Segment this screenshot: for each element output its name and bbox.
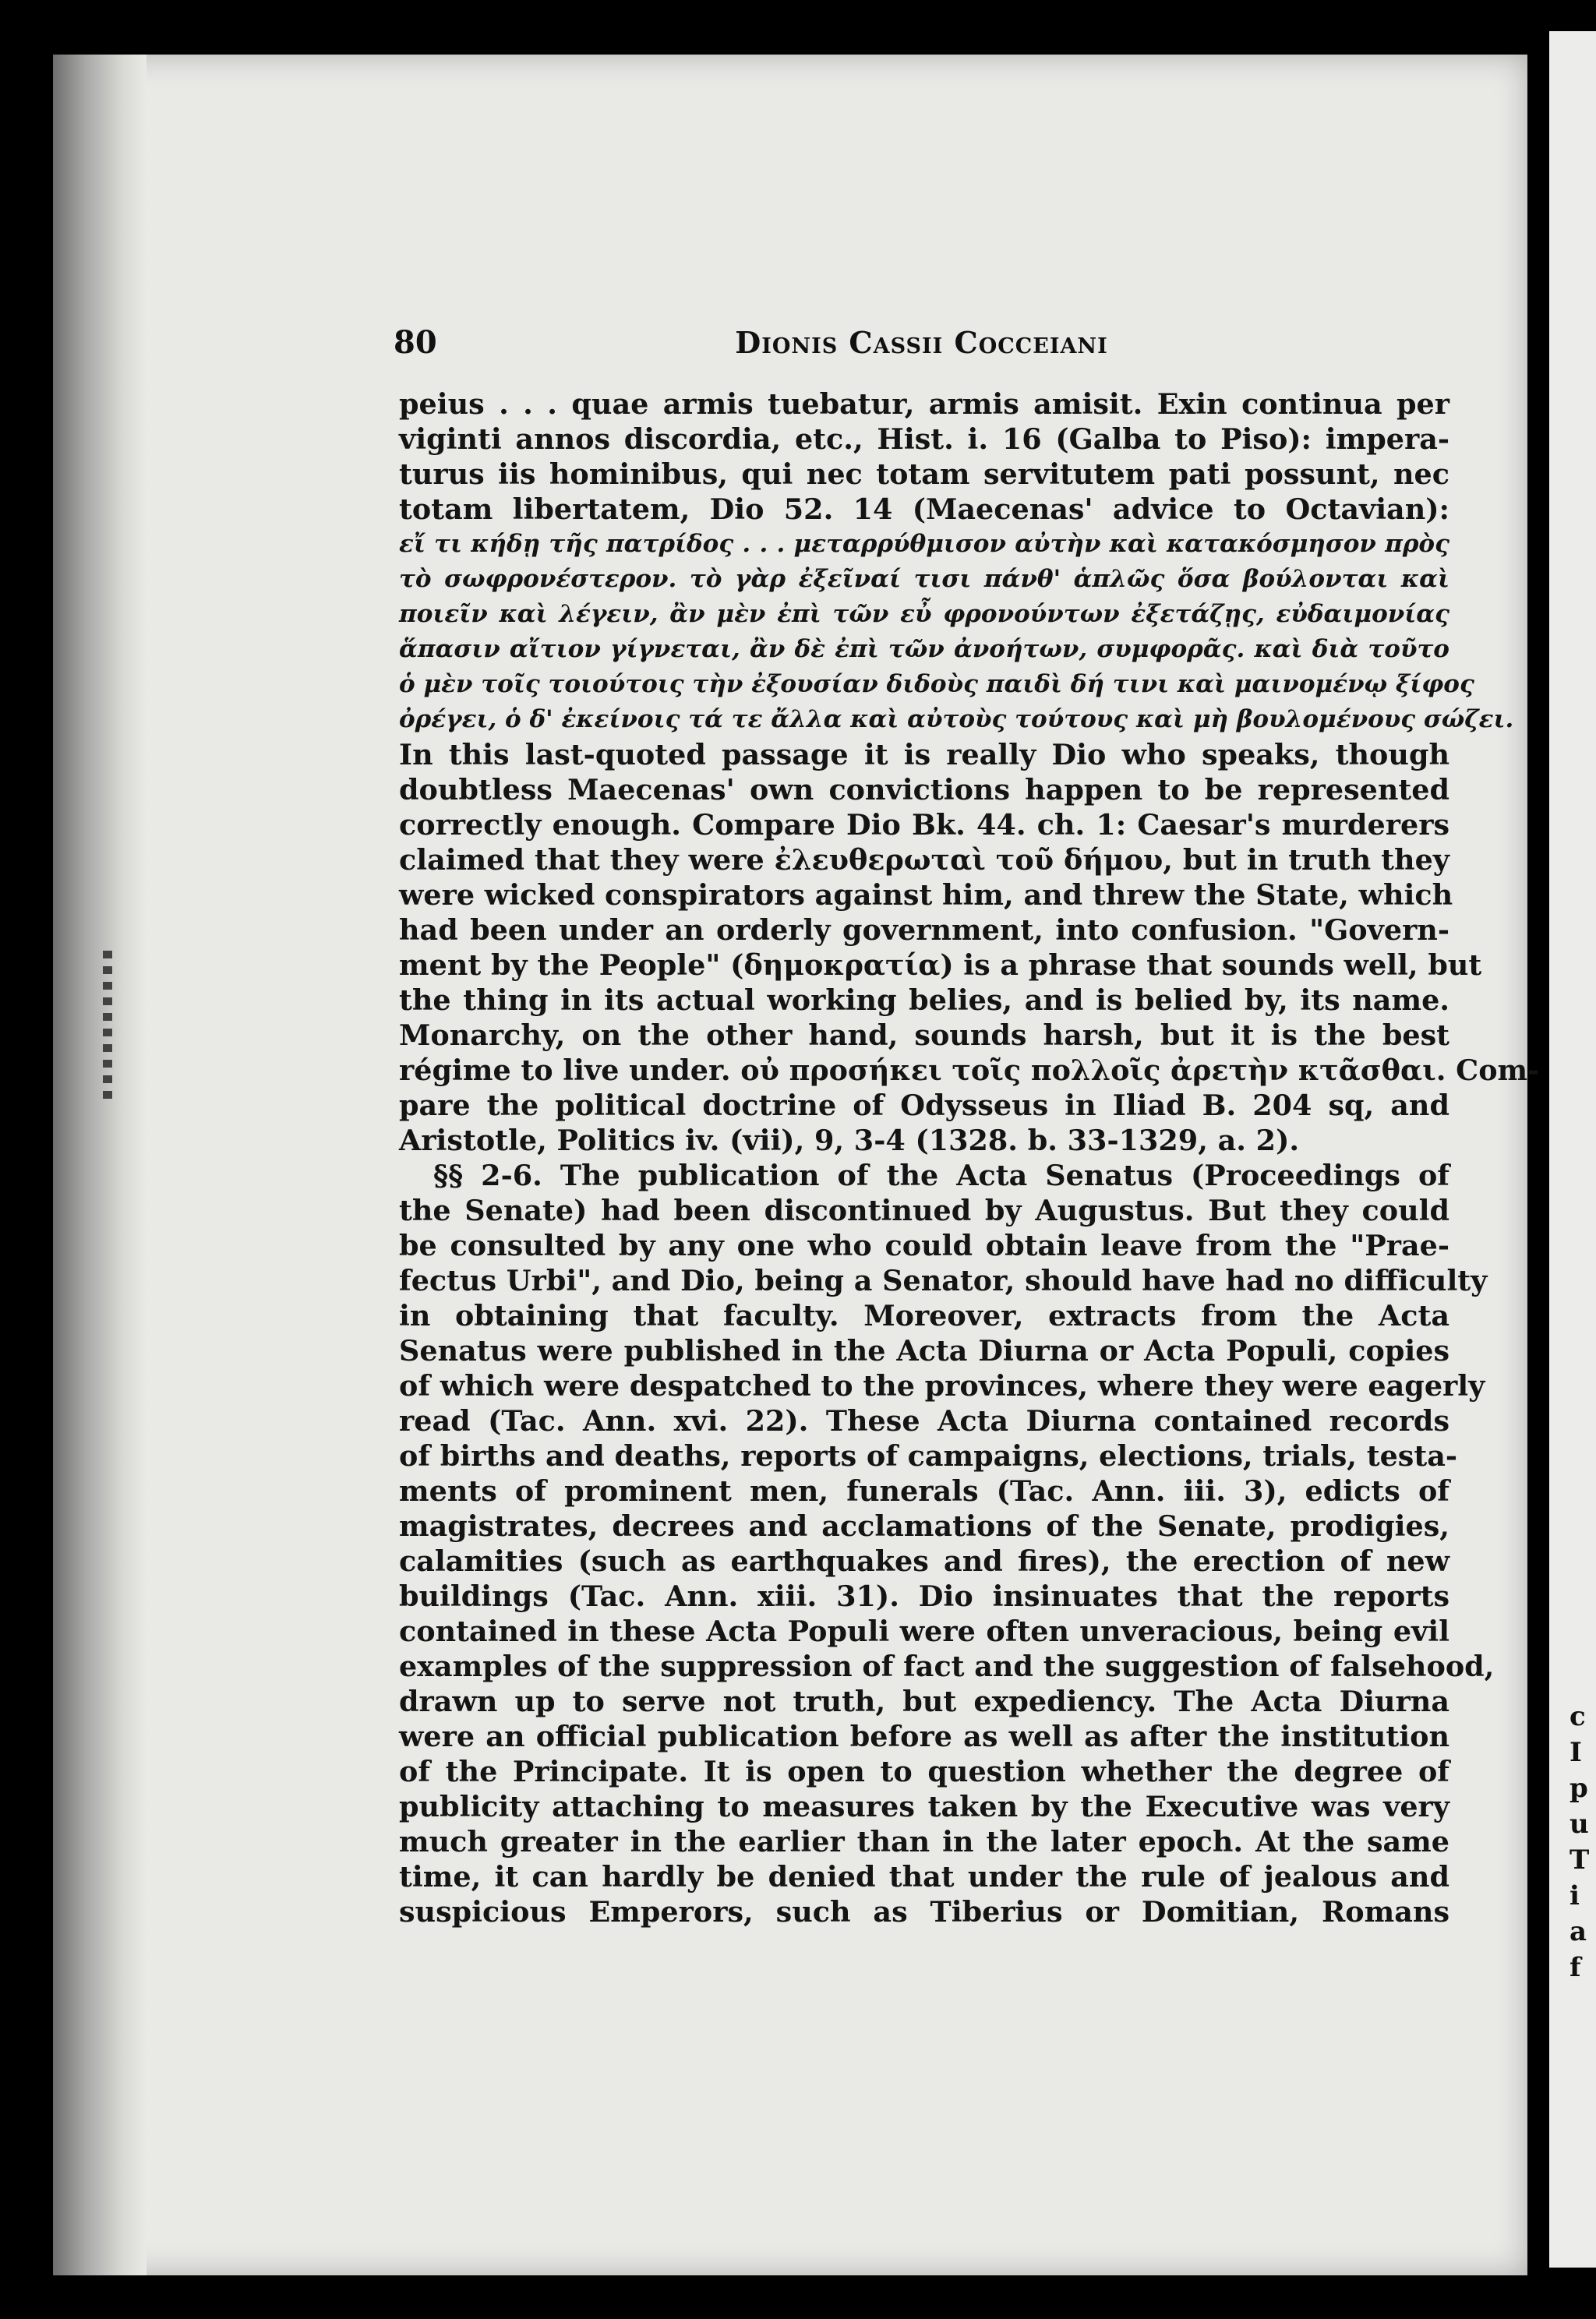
text-line: ἅπασιν αἴτιον γίγνεται, ἂν δὲ ἐπὶ τῶν ἀνοήτων, συμφορᾶς. καὶ διὰ τοῦτο bbox=[399, 635, 1449, 663]
text-line: calamities (such as earthquakes and fires), the erection of new bbox=[399, 1544, 1449, 1578]
facing-page-letter: c bbox=[1570, 1701, 1586, 1732]
running-title: Dionis Cassii Cocceiani bbox=[735, 325, 1108, 360]
text-line: correctly enough. Compare Dio Bk. 44. ch. 1: Caesar's murderers bbox=[399, 808, 1449, 842]
text-line: of the Principate. It is open to question whether the degree of bbox=[399, 1755, 1449, 1788]
facing-page-letter: f bbox=[1570, 1952, 1581, 1983]
page-header bbox=[394, 319, 1449, 366]
text-line: suspicious Emperors, such as Tiberius or Domitian, Romans bbox=[399, 1895, 1449, 1929]
spine-marks bbox=[103, 951, 112, 1107]
text-line: ments of prominent men, funerals (Tac. Ann. iii. 3), edicts of bbox=[399, 1474, 1449, 1508]
text-line: were wicked conspirators against him, and threw the State, which bbox=[399, 878, 1453, 912]
text-line: Senatus were published in the Acta Diurna or Acta Populi, copies bbox=[399, 1334, 1449, 1368]
text-line: the Senate) had been discontinued by Augustus. But they could bbox=[399, 1194, 1449, 1227]
facing-page-letter: u bbox=[1570, 1809, 1589, 1840]
text-line: ποιεῖν καὶ λέγειν, ἂν μὲν ἐπὶ τῶν εὖ φρονούντων ἐξετάζῃς, εὐδαιμονίας bbox=[399, 600, 1449, 628]
text-line: time, it can hardly be denied that under the rule of jealous and bbox=[399, 1860, 1449, 1894]
facing-page-fragments bbox=[1570, 1699, 1590, 1985]
text-line: τὸ σωφρονέστερον. τὸ γὰρ ἐξεῖναί τισι πάνθ' ἁπλῶς ὅσα βούλονται καὶ bbox=[399, 565, 1449, 593]
text-line: of which were despatched to the provinces, where they were eagerly bbox=[399, 1369, 1485, 1403]
text-line: §§ 2-6. The publication of the Acta Senatus (Proceedings of bbox=[433, 1159, 1449, 1192]
text-line: much greater in the earlier than in the later epoch. At the same bbox=[399, 1825, 1449, 1858]
text-line: doubtless Maecenas' own convictions happen to be represented bbox=[399, 773, 1449, 807]
text-line: totam libertatem, Dio 52. 14 (Maecenas' advice to Octavian): bbox=[399, 492, 1449, 526]
text-line: ὁ μὲν τοῖς τοιούτοις τὴν ἐξουσίαν διδοὺς παιδὶ δή τινι καὶ μαινομένῳ ξίφος bbox=[399, 670, 1474, 698]
body-text bbox=[399, 386, 1540, 1929]
text-line: ment by the People" (δημοκρατία) is a phrase that sounds well, but bbox=[399, 948, 1482, 982]
facing-page-letter: T bbox=[1570, 1844, 1590, 1876]
text-line: read (Tac. Ann. xvi. 22). These Acta Diurna contained records bbox=[399, 1404, 1449, 1438]
text-line: publicity attaching to measures taken by the Executive was very bbox=[399, 1790, 1449, 1823]
facing-page-letter: p bbox=[1570, 1773, 1588, 1804]
facing-page-letter: a bbox=[1570, 1916, 1587, 1947]
text-line: turus iis hominibus, qui nec totam servitutem pati possunt, nec bbox=[399, 457, 1449, 491]
text-line: drawn up to serve not truth, but expediency. The Acta Diurna bbox=[399, 1685, 1449, 1718]
text-line: viginti annos discordia, etc., Hist. i. 16 (Galba to Piso): impera- bbox=[399, 422, 1449, 456]
text-line: régime to live under. οὐ προσήκει τοῖς πολλοῖς ἀρετὴν κτᾶσθαι. Com- bbox=[399, 1054, 1540, 1087]
text-line: the thing in its actual working belies, and is belied by, its name. bbox=[399, 983, 1449, 1017]
text-line: were an official publication before as well as after the institution bbox=[399, 1720, 1449, 1753]
text-line: claimed that they were ἐλευθερωταὶ τοῦ δήμου, but in truth they bbox=[399, 843, 1449, 877]
text-line: εἴ τι κήδῃ τῆς πατρίδος . . . μεταρρύθμισον αὐτὴν καὶ κατακόσμησον πρὸς bbox=[399, 530, 1449, 558]
text-line: pare the political doctrine of Odysseus in Iliad B. 204 sq, and bbox=[399, 1089, 1449, 1122]
text-line: buildings (Tac. Ann. xiii. 31). Dio insinuates that the reports bbox=[399, 1580, 1449, 1613]
text-line: Aristotle, Politics iv. (vii), 9, 3-4 (1328. b. 33-1329, a. 2). bbox=[399, 1124, 1300, 1157]
text-line: examples of the suppression of fact and the suggestion of falsehood, bbox=[399, 1650, 1495, 1683]
text-line: magistrates, decrees and acclamations of the Senate, prodigies, bbox=[399, 1509, 1449, 1543]
text-line: had been under an orderly government, into confusion. "Govern- bbox=[399, 913, 1449, 947]
text-line: ὀρέγει, ὁ δ' ἐκείνοις τά τε ἄλλα καὶ αὐτοὺς τούτους καὶ μὴ βουλομένους σώζει. bbox=[399, 705, 1514, 733]
book-binding bbox=[53, 55, 147, 2275]
text-line: of births and deaths, reports of campaigns, elections, trials, testa- bbox=[399, 1439, 1458, 1473]
text-line: contained in these Acta Populi were often unveracious, being evil bbox=[399, 1615, 1449, 1648]
text-line: peius . . . quae armis tuebatur, armis amisit. Exin continua per bbox=[399, 387, 1449, 421]
facing-page-letter: I bbox=[1570, 1737, 1582, 1768]
text-line: be consulted by any one who could obtain leave from the "Prae- bbox=[399, 1229, 1449, 1262]
text-line: in obtaining that faculty. Moreover, extracts from the Acta bbox=[399, 1299, 1449, 1332]
page-number: 80 bbox=[394, 324, 437, 361]
text-line: In this last-quoted passage it is really Dio who speaks, though bbox=[399, 738, 1449, 771]
text-line: fectus Urbi", and Dio, being a Senator, should have had no difficulty bbox=[399, 1264, 1488, 1297]
facing-page-letter: i bbox=[1570, 1880, 1580, 1911]
text-line: Monarchy, on the other hand, sounds harsh, but it is the best bbox=[399, 1018, 1449, 1052]
